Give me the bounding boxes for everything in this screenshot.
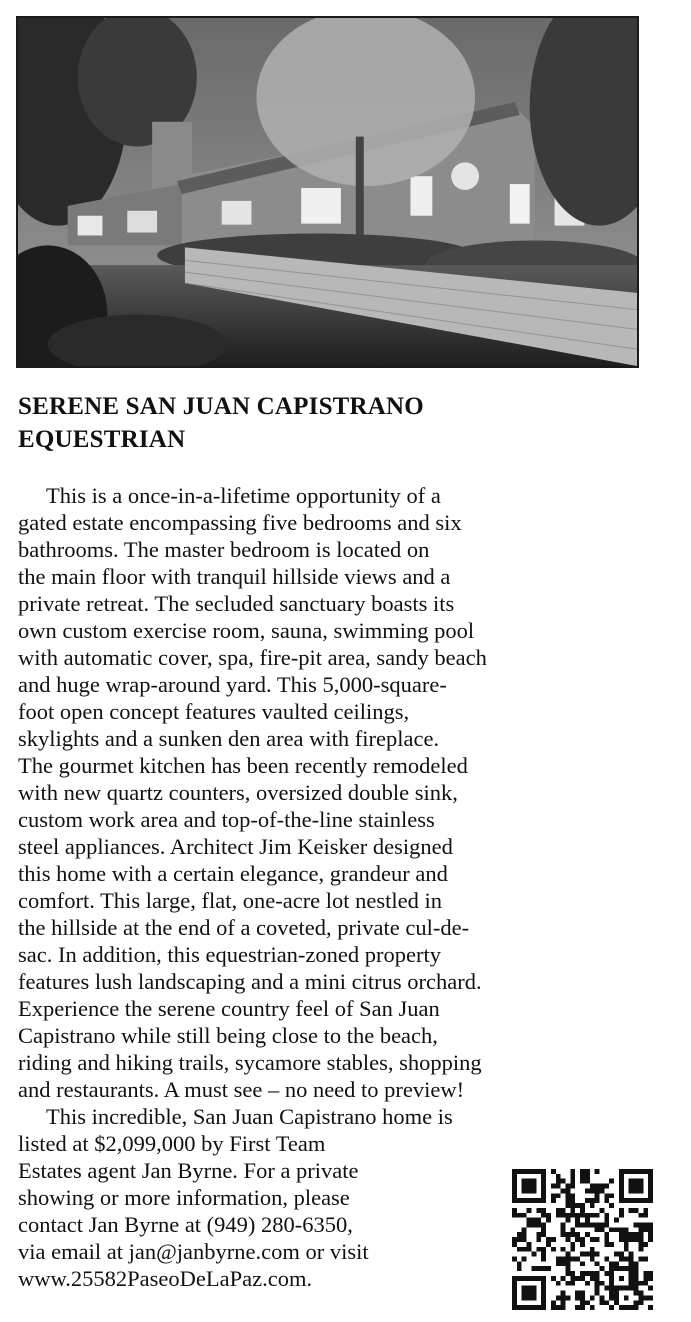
text-line: This is a once-in-a-lifetime opportunity of a [46, 483, 441, 508]
text-line: and huge wrap-around yard. This 5,000-square- [18, 672, 447, 697]
text-line: Capistrano while still being close to the beach, [18, 1023, 438, 1048]
text-line: Estates agent Jan Byrne. For a private [18, 1158, 359, 1183]
headline-line-2: EQUESTRIAN [18, 426, 186, 453]
text-line: Experience the serene country feel of San Juan [18, 996, 440, 1021]
text-line: gated estate encompassing five bedrooms and six [18, 510, 462, 535]
headline-line-1: SERENE SAN JUAN CAPISTRANO [18, 393, 424, 420]
text-line: listed at $2,099,000 by First Team [18, 1131, 326, 1156]
text-line: features lush landscaping and a mini citrus orchard. [18, 969, 482, 994]
text-line: This incredible, San Juan Capistrano home is [46, 1104, 453, 1129]
text-line: private retreat. The secluded sanctuary boasts its [18, 591, 455, 616]
text-line: www.25582PaseoDeLaPaz.com. [18, 1266, 313, 1291]
text-line: the hillside at the end of a coveted, private cul-de- [18, 915, 470, 940]
text-line: custom work area and top-of-the-line stainless [18, 807, 435, 832]
text-line: steel appliances. Architect Jim Keisker designed [18, 834, 453, 859]
text-line: and restaurants. A must see – no need to preview! [18, 1077, 465, 1102]
text-line: riding and hiking trails, sycamore stables, shopping [18, 1050, 482, 1075]
paragraph-1 [18, 482, 678, 1103]
text-line: sac. In addition, this equestrian-zoned property [18, 942, 441, 967]
text-line: this home with a certain elegance, grandeur and [18, 861, 448, 886]
text-line: foot open concept features vaulted ceilings, [18, 699, 410, 724]
text-line: own custom exercise room, sauna, swimming pool [18, 618, 475, 643]
text-line: the main floor with tranquil hillside views and a [18, 564, 451, 589]
text-line: skylights and a sunken den area with fireplace. [18, 726, 440, 751]
text-line: with automatic cover, spa, fire-pit area, sandy beach [18, 645, 487, 670]
text-line: contact Jan Byrne at (949) 280-6350, [18, 1212, 353, 1237]
text-line: bathrooms. The master bedroom is located on [18, 537, 430, 562]
qr-code-graphic [512, 1169, 653, 1310]
text-line: with new quartz counters, oversized double sink, [18, 780, 458, 805]
text-line: comfort. This large, flat, one-acre lot nestled in [18, 888, 443, 913]
qr-code-icon[interactable] [512, 1169, 653, 1310]
listing-headline [18, 390, 658, 456]
text-line: The gourmet kitchen has been recently remodeled [18, 753, 468, 778]
text-line: showing or more information, please [18, 1185, 350, 1210]
house-exterior-image [18, 18, 637, 366]
text-line: via email at jan@janbyrne.com or visit [18, 1239, 369, 1264]
house-photo [16, 16, 639, 368]
